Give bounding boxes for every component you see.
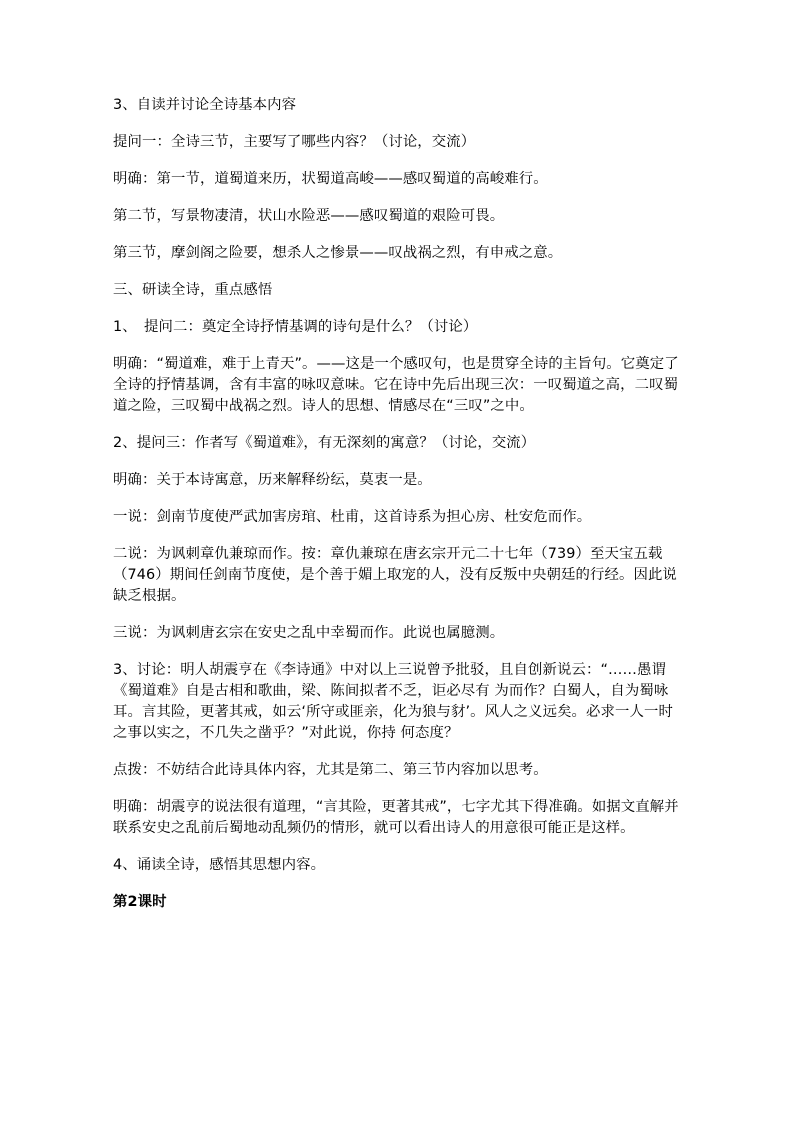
question-two: 1、 提问二：奠定全诗抒情基调的诗句是什么？（讨论）: [113, 319, 478, 335]
section-heading-study: 三、研读全诗，重点感悟: [113, 282, 273, 298]
answer-question-three: 明确：关于本诗寓意，历来解释纷纭，莫衷一是。: [113, 472, 432, 488]
hint: 点拨：不妨结合此诗具体内容，尤其是第二、第三节内容加以思考。: [113, 762, 548, 778]
question-three: 2、提问三：作者写《蜀道难》，有无深刻的寓意？（讨论，交流）: [113, 435, 536, 451]
answer-section-three: 第三节，摩剑阁之险要，想杀人之惨景——叹战祸之烈，有申戒之意。: [113, 245, 563, 261]
answer-section-one: 明确：第一节，道蜀道来历，状蜀道高峻——感叹蜀道的高峻难行。: [113, 171, 548, 187]
answer-section-two: 第二节，写景物凄清，状山水险恶——感叹蜀道的艰险可畏。: [113, 208, 505, 224]
theory-three: 三说：为讽刺唐玄宗在安史之乱中幸蜀而作。此说也属臆测。: [113, 625, 505, 641]
recite-instruction: 4、诵读全诗，感悟其思想内容。: [113, 857, 326, 873]
answer-discussion: 明确：胡震亨的说法很有道理，“言其险，更著其戒”，七字尤其下得准确。如据文直解并联系安史之乱前后蜀地动乱频仍的情形，就可以看出诗人的用意很可能正是这样。: [113, 799, 679, 836]
discussion: 3、讨论：明人胡震亨在《李诗通》中对以上三说曾予批驳，且自创新说云：“……愚谓《蜀道难》自是古相和歌曲，梁、陈间拟者不乏，讵必尽有 为而作？白蜀人，自为蜀咏耳。言其险，更著其戒，如云‘所守或匪亲，化为狼与豺’。风人之义远矣。必求一人一时之事以实之，不几失之凿乎？”对此说，你持 何态度？: [113, 662, 673, 741]
document-body: [113, 95, 685, 929]
theory-one: 一说：剑南节度使严武加害房琯、杜甫，这首诗系为担心房、杜安危而作。: [113, 509, 592, 525]
section-heading-self-reading: 3、自读并讨论全诗基本内容: [113, 97, 297, 113]
theory-two: 二说：为讽刺章仇兼琼而作。按：章仇兼琼在唐玄宗开元二十七年（739）至天宝五载（746）期间任剑南节度使，是个善于媚上取宠的人，没有反叛中央朝廷的行经。因此说缺乏根据。: [113, 546, 677, 604]
question-one: 提问一：全诗三节，主要写了哪些内容？（讨论，交流）: [113, 134, 476, 150]
answer-question-two: 明确：“蜀道难，难于上青天”。——这是一个感叹句，也是贯穿全诗的主旨句。它奠定了全诗的抒情基调，含有丰富的咏叹意味。它在诗中先后出现三次：一叹蜀道之高，二叹蜀道之险，三叹蜀中战祸之烈。诗人的思想、情感尽在“三叹”之中。: [113, 356, 679, 414]
lesson-heading: 第2课时: [113, 894, 167, 910]
